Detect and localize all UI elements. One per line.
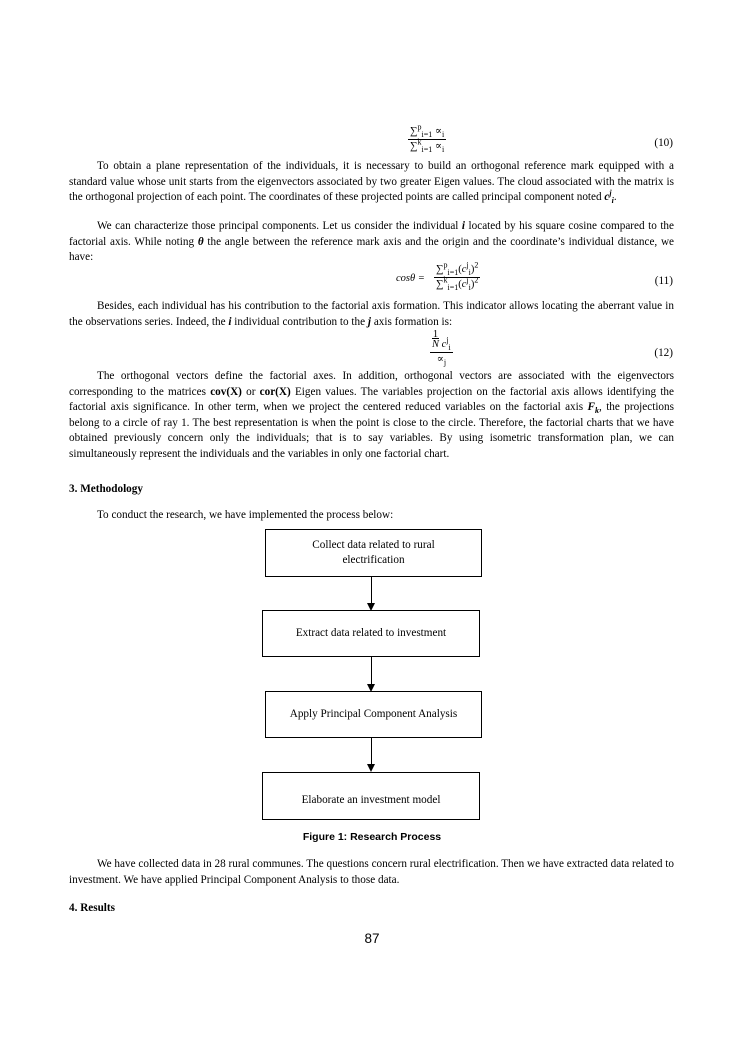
paragraph-text: Eigen values. The variables projection on the factorial axis allows identifying the factorial axis significance. In other term, when we project the centered reduced variables on the factorial axis (69, 385, 674, 414)
page-number: 87 (364, 931, 380, 946)
symbol-cor: cor(X) (259, 385, 291, 398)
paragraph-orthogonal-vectors (69, 369, 674, 463)
paragraph-square-cosine (69, 219, 674, 266)
paragraph-text: located by his square cosine compared to the factorial axis. While noting (69, 220, 674, 248)
equation-10-denominator: $\sum^k_{i=1} \propto_i$ (410, 137, 445, 155)
paragraph-principal-component: To obtain a plane representation of the individuals, it is necessary to build an orthogonal reference mark equipped with a standard value whose unit starts from the eigenvectors associated by two greater Eigen values. The cloud associated with the matrix is the orthogonal projection of each point. The coordinates of these projected points are called principal component noted $c^j_i$. (69, 160, 674, 206)
paragraph-text: The orthogonal vectors define the factorial axes. In addition, orthogonal vectors are associated with the eigenvectors corresponding to the matrices (69, 370, 674, 398)
flowchart-step-3: Apply Principal Component Analysis (265, 691, 482, 738)
flowchart-step-4: Elaborate an investment model (262, 772, 480, 820)
equation-12-n: N (432, 339, 440, 350)
equation-10-number: (10) (654, 137, 673, 149)
paragraph-text: We can characterize those principal components. Let us consider the individual (97, 220, 462, 232)
equation-11 (434, 260, 480, 293)
section-heading-results: 4. Results (69, 902, 115, 914)
symbol-i: i (228, 315, 232, 328)
paragraph-text: , the projections belong to a circle of ray 1. The best representation is when the point is close to the circle. Therefore, the factorial charts that we have obtained previously concern only the individuals; that is to say variables. By using isometric transformation plan, we can simultaneously represent the individuals and the variables in only one factorial chart. (69, 401, 674, 460)
flowchart-arrow-3 (371, 738, 372, 764)
flowchart-step-2: Extract data related to investment (262, 610, 480, 657)
paragraph-text: Besides, each individual has his contribution to the factorial axis formation. This indicator allows locating the aberrant value in the observations series. Indeed, the (69, 300, 674, 328)
symbol-j: j (367, 315, 372, 328)
symbol-cov: cov(X) (210, 385, 242, 398)
equation-12-numerator: $\frac{1}{N} c^j_i$ (432, 329, 451, 353)
paragraph-contribution (69, 299, 674, 330)
equation-10-numerator: $\sum^p_{i=1} \propto_i$ (410, 122, 445, 140)
flowchart-arrowhead-3 (367, 764, 375, 772)
equation-12-denominator: $\propto_j$ (436, 354, 447, 368)
paragraph-text: or (241, 385, 260, 398)
paragraph-text: the angle between the reference mark axis and the origin and the coordinate’s individual distance, we have: (69, 235, 675, 264)
equation-12-one: 1 (432, 329, 439, 340)
equation-11-lhs: cosθ = (396, 273, 425, 284)
paragraph-text: We have collected data in 28 rural communes. The questions concern rural electrification. Then we have extracted data related to investment. We have applied Principal Component Analysis to those data. (69, 858, 674, 886)
paragraph-text: axis formation is: (371, 315, 453, 328)
paragraph-text: To obtain a plane representation of the individuals, it is necessary to build an orthogonal reference mark equipped with a standard value whose unit starts from the eigenvectors associated by two greater Eigen values. The cloud associated with the matrix is the orthogonal projection of each point. The coordinates of these projected points are called principal component noted (69, 160, 674, 204)
flowchart-step-1: Collect data related to rural electrification (265, 529, 482, 577)
symbol-f: F (587, 401, 595, 414)
equation-10 (408, 122, 446, 155)
equation-12-c: c (441, 339, 447, 350)
flowchart-arrow-2 (371, 657, 372, 684)
equation-11-numerator: $\sum^p_{i=1}(c^j_i)^2$ (436, 260, 479, 278)
paragraph-data-collection (69, 857, 674, 888)
equation-12 (430, 330, 453, 366)
equation-12-alpha: ∝ (436, 354, 444, 365)
symbol-i: i (461, 220, 466, 232)
symbol-k: k (594, 406, 599, 416)
paragraph-text: To conduct the research, we have implemented the process below: (97, 509, 394, 521)
figure-caption: Figure 1: Research Process (302, 831, 442, 843)
paragraph-process-intro (69, 508, 674, 524)
equation-12-number: (12) (654, 347, 673, 359)
section-heading-methodology: 3. Methodology (69, 483, 143, 495)
equation-11-number: (11) (654, 275, 673, 287)
equation-11-denominator: $\sum^k_{i=1}(c^j_i)^2$ (436, 275, 479, 293)
paragraph-text: individual contribution to the (231, 315, 368, 328)
flowchart-arrow-1 (371, 577, 372, 603)
symbol-theta: θ (197, 235, 204, 248)
